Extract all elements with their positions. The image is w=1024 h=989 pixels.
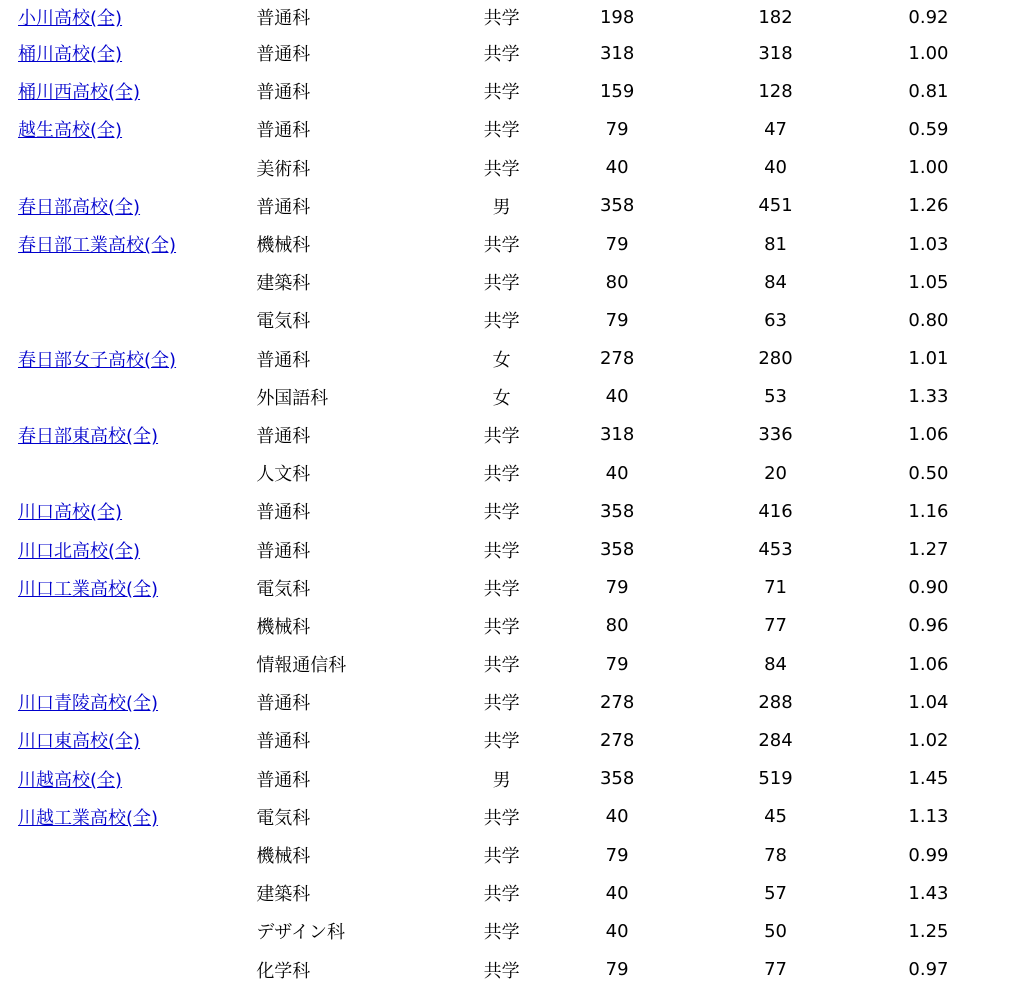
table-row	[0, 683, 1000, 721]
gender-cell: 共学	[483, 502, 520, 524]
ratio-cell: 1.03	[908, 233, 949, 255]
gender-cell: 共学	[483, 311, 520, 333]
gender-cell: 共学	[483, 846, 520, 868]
table-row	[0, 836, 1000, 874]
department-cell: 外国語科	[256, 387, 329, 409]
capacity-cell: 358	[599, 195, 635, 217]
applicants-cell: 519	[758, 768, 793, 790]
applicants-cell: 63	[764, 309, 787, 331]
applicants-cell: 45	[764, 806, 787, 828]
school-cell	[0, 607, 256, 645]
gender-cell: 共学	[483, 960, 520, 982]
table-row	[0, 110, 1000, 148]
gender-cell: 共学	[483, 425, 520, 447]
school-link[interactable]: 越生高校(全)	[18, 120, 123, 142]
gender-cell: 共学	[483, 578, 520, 600]
department-cell: 普通科	[256, 502, 311, 524]
gender-cell: 共学	[483, 158, 520, 180]
capacity-cell: 40	[605, 157, 629, 179]
department-cell: 機械科	[256, 616, 311, 638]
school-cell	[0, 72, 256, 110]
department-cell: 機械科	[256, 846, 311, 868]
school-link[interactable]: 春日部高校(全)	[18, 196, 141, 218]
applicants-cell: 84	[764, 271, 787, 293]
ratio-cell: 1.13	[908, 806, 949, 828]
applicants-cell: 53	[764, 386, 787, 408]
department-cell: 化学科	[256, 960, 311, 982]
school-link[interactable]: 春日部東高校(全)	[18, 425, 159, 447]
department-cell: 普通科	[256, 540, 311, 562]
applicants-cell: 416	[758, 500, 793, 522]
applicants-cell: 451	[758, 195, 793, 217]
department-cell: 電気科	[256, 311, 311, 333]
school-cell	[0, 378, 256, 416]
applicants-cell: 81	[764, 233, 787, 255]
ratio-cell: 1.04	[908, 691, 949, 713]
applicants-cell: 280	[758, 348, 793, 370]
gender-cell: 共学	[483, 120, 520, 142]
ratio-cell: 1.25	[908, 920, 949, 942]
applicants-cell: 50	[764, 920, 787, 942]
school-cell	[0, 149, 256, 187]
ratio-cell: 1.02	[908, 729, 949, 751]
school-link[interactable]: 川口工業高校(全)	[18, 578, 159, 600]
ratio-cell: 1.45	[908, 768, 949, 790]
applicants-cell: 78	[764, 844, 787, 866]
table-row	[0, 530, 1000, 568]
department-cell: 情報通信科	[256, 655, 347, 677]
department-cell: 普通科	[256, 731, 311, 753]
ratio-cell: 1.05	[908, 271, 949, 293]
school-cell	[0, 454, 256, 492]
school-cell	[0, 912, 256, 950]
department-cell: 電気科	[256, 807, 311, 829]
capacity-cell: 79	[605, 118, 629, 140]
ratio-cell: 0.99	[908, 844, 949, 866]
department-cell: 普通科	[256, 693, 311, 715]
ratio-cell: 0.90	[908, 577, 949, 599]
applicants-cell: 284	[758, 729, 793, 751]
table-row	[0, 0, 1000, 34]
ratio-cell: 0.50	[908, 462, 949, 484]
table-row	[0, 951, 1000, 989]
school-link[interactable]: 川口東高校(全)	[18, 731, 141, 753]
capacity-cell: 318	[599, 424, 635, 446]
ratio-cell: 1.06	[908, 424, 949, 446]
school-cell	[0, 874, 256, 912]
capacity-cell: 79	[605, 653, 629, 675]
gender-cell: 共学	[483, 655, 520, 677]
gender-cell: 女	[492, 349, 511, 371]
table-row	[0, 301, 1000, 339]
gender-cell: 共学	[483, 273, 520, 295]
department-cell: 普通科	[256, 769, 311, 791]
table-row	[0, 340, 1000, 378]
school-link[interactable]: 川越工業高校(全)	[18, 807, 159, 829]
table-row	[0, 416, 1000, 454]
applicants-cell: 20	[764, 462, 787, 484]
department-cell: 美術科	[256, 158, 311, 180]
school-cell	[0, 34, 256, 72]
capacity-cell: 278	[599, 729, 635, 751]
applicants-cell: 40	[764, 157, 787, 179]
gender-cell: 共学	[483, 693, 520, 715]
school-cell	[0, 340, 256, 378]
table-row	[0, 569, 1000, 607]
school-link[interactable]: 川口高校(全)	[18, 502, 123, 524]
gender-cell: 共学	[483, 540, 520, 562]
school-link[interactable]: 川口青陵高校(全)	[18, 693, 159, 715]
ratio-cell: 0.59	[908, 118, 949, 140]
capacity-cell: 40	[605, 806, 629, 828]
department-cell: 普通科	[256, 44, 311, 66]
ratio-cell: 1.26	[908, 195, 949, 217]
department-cell: 建築科	[256, 273, 311, 295]
school-cell	[0, 301, 256, 339]
department-cell: 機械科	[256, 235, 311, 257]
applicants-cell: 288	[758, 691, 793, 713]
ratio-cell: 1.01	[908, 348, 949, 370]
department-cell: デザイン科	[256, 922, 346, 944]
school-link[interactable]: 川越高校(全)	[18, 769, 123, 791]
capacity-cell: 358	[599, 500, 635, 522]
school-link[interactable]: 桶川西高校(全)	[18, 82, 141, 104]
ratio-cell: 1.43	[908, 882, 949, 904]
table-row	[0, 225, 1000, 263]
capacity-cell: 278	[599, 348, 635, 370]
school-cell	[0, 836, 256, 874]
applicants-cell: 71	[764, 577, 787, 599]
table-row	[0, 874, 1000, 912]
gender-cell: 共学	[483, 82, 520, 104]
gender-cell: 男	[492, 196, 511, 218]
table-row	[0, 721, 1000, 759]
applicants-cell: 57	[764, 882, 787, 904]
school-cell	[0, 416, 256, 454]
table-row	[0, 454, 1000, 492]
department-cell: 普通科	[256, 8, 311, 29]
gender-cell: 共学	[483, 922, 520, 944]
capacity-cell: 358	[599, 539, 635, 561]
table-row	[0, 149, 1000, 187]
school-link[interactable]: 小川高校(全)	[18, 8, 123, 29]
ratio-cell: 1.00	[908, 157, 949, 179]
table-row	[0, 798, 1000, 836]
gender-cell: 共学	[483, 731, 520, 753]
gender-cell: 共学	[483, 235, 520, 257]
ratio-cell: 1.16	[908, 500, 949, 522]
department-cell: 普通科	[256, 425, 311, 447]
school-cell	[0, 110, 256, 148]
applicants-cell: 182	[758, 6, 793, 28]
ratio-cell: 1.00	[908, 42, 949, 64]
applicants-cell: 77	[764, 615, 787, 637]
table-row	[0, 378, 1000, 416]
capacity-cell: 318	[599, 42, 635, 64]
capacity-cell: 40	[605, 386, 629, 408]
ratio-cell: 1.27	[908, 539, 949, 561]
department-cell: 普通科	[256, 82, 311, 104]
school-link[interactable]: 川口北高校(全)	[18, 540, 141, 562]
department-cell: 建築科	[256, 884, 311, 906]
ratio-cell: 1.06	[908, 653, 949, 675]
ratio-cell: 0.97	[908, 959, 949, 981]
table-row	[0, 187, 1000, 225]
capacity-cell: 80	[605, 615, 629, 637]
table-row	[0, 607, 1000, 645]
table-row	[0, 760, 1000, 798]
applicants-cell: 128	[758, 80, 793, 102]
gender-cell: 男	[492, 769, 511, 791]
gender-cell: 共学	[483, 464, 520, 486]
applicants-cell: 77	[764, 959, 787, 981]
school-cell	[0, 187, 256, 225]
school-link[interactable]: 春日部女子高校(全)	[18, 349, 177, 371]
school-link[interactable]: 春日部工業高校(全)	[18, 235, 177, 257]
school-cell	[0, 569, 256, 607]
gender-cell: 共学	[483, 884, 520, 906]
school-cell	[0, 798, 256, 836]
capacity-cell: 79	[605, 577, 629, 599]
department-cell: 普通科	[256, 196, 311, 218]
school-cell	[0, 760, 256, 798]
capacity-cell: 278	[599, 691, 635, 713]
table-row	[0, 34, 1000, 72]
applicants-cell: 84	[764, 653, 787, 675]
capacity-cell: 40	[605, 462, 629, 484]
school-cell	[0, 492, 256, 530]
capacity-cell: 79	[605, 309, 629, 331]
ratio-cell: 0.92	[908, 6, 949, 28]
school-cell	[0, 683, 256, 721]
ratio-cell: 0.81	[908, 80, 949, 102]
table-row	[0, 912, 1000, 950]
gender-cell: 共学	[483, 807, 520, 829]
table-row	[0, 645, 1000, 683]
capacity-cell: 40	[605, 882, 629, 904]
capacity-cell: 80	[605, 271, 629, 293]
ratio-cell: 1.33	[908, 386, 949, 408]
school-cell	[0, 225, 256, 263]
table-row	[0, 492, 1000, 530]
department-cell: 電気科	[256, 578, 311, 600]
table-row	[0, 72, 1000, 110]
applicants-cell: 453	[758, 539, 793, 561]
school-cell	[0, 530, 256, 568]
capacity-cell: 79	[605, 233, 629, 255]
school-link[interactable]: 桶川高校(全)	[18, 44, 123, 66]
gender-cell: 共学	[483, 44, 520, 66]
ratio-cell: 0.80	[908, 309, 949, 331]
department-cell: 普通科	[256, 349, 311, 371]
applicants-cell: 47	[764, 118, 787, 140]
school-cell	[0, 263, 256, 301]
capacity-cell: 79	[605, 959, 629, 981]
ratio-cell: 0.96	[908, 615, 949, 637]
department-cell: 普通科	[256, 120, 311, 142]
gender-cell: 共学	[483, 8, 520, 29]
gender-cell: 共学	[483, 616, 520, 638]
table-row	[0, 263, 1000, 301]
school-cell	[0, 951, 256, 989]
capacity-cell: 40	[605, 920, 629, 942]
school-cell	[0, 0, 256, 34]
capacity-cell: 358	[599, 768, 635, 790]
gender-cell: 女	[492, 387, 511, 409]
capacity-cell: 159	[599, 80, 635, 102]
school-cell	[0, 721, 256, 759]
capacity-cell: 79	[605, 844, 629, 866]
applicants-cell: 318	[758, 42, 793, 64]
school-cell	[0, 645, 256, 683]
capacity-cell: 198	[599, 6, 635, 28]
applicants-cell: 336	[758, 424, 793, 446]
department-cell: 人文科	[256, 464, 311, 486]
